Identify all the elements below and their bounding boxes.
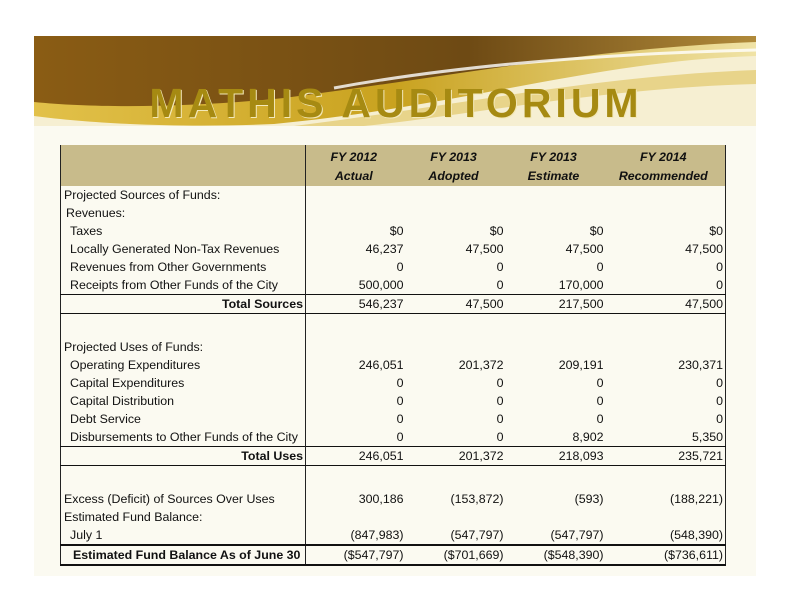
cell-value: 5,350 [691, 430, 723, 444]
cell-value: 0 [496, 260, 504, 274]
spacer-row [61, 478, 726, 490]
cell-value: 0 [396, 260, 404, 274]
cell-value: ($736,611) [606, 545, 726, 565]
cell-value: (548,390) [669, 528, 723, 542]
header-type-1: Actual [306, 167, 406, 186]
header-type-2: Adopted [406, 167, 506, 186]
row-label: Locally Generated Non-Tax Revenues [61, 240, 306, 258]
cell-value: 0 [596, 260, 604, 274]
excess-row [61, 490, 726, 508]
cell-value: 170,000 [558, 278, 604, 292]
row-label: Estimated Fund Balance As of June 30 [61, 545, 306, 565]
cell-value: 0 [496, 412, 504, 426]
cell-value: $0 [589, 224, 604, 238]
cell-value: 0 [496, 394, 504, 408]
cell-value: 218,093 [506, 447, 606, 466]
cell-value: 300,186 [358, 492, 404, 506]
cell-value: 0 [496, 278, 504, 292]
cell-value: 47,500 [685, 242, 723, 256]
section-row [61, 338, 726, 356]
cell-value: 47,500 [465, 242, 504, 256]
table-row [61, 222, 726, 240]
uses-section-label: Projected Uses of Funds: [61, 338, 306, 356]
header-year-1: FY 2012 [306, 145, 406, 167]
cell-value: 209,191 [558, 358, 604, 372]
cell-value: 246,051 [306, 447, 406, 466]
cell-value: 246,051 [358, 358, 404, 372]
row-label: Disbursements to Other Funds of the City [61, 428, 306, 447]
header-type-3: Estimate [506, 167, 606, 186]
cell-value: 0 [396, 430, 404, 444]
table-row [61, 258, 726, 276]
page-title: MATHIS AUDITORIUM [149, 80, 643, 126]
cell-value: (593) [574, 492, 604, 506]
row-label: Excess (Deficit) of Sources Over Uses [61, 490, 306, 508]
cell-value: 217,500 [506, 295, 606, 314]
cell-value: $0 [709, 224, 723, 238]
spacer-row [61, 466, 726, 479]
table-row [61, 276, 726, 295]
table-row [61, 356, 726, 374]
header-corner-2 [61, 167, 306, 186]
cell-value: 0 [596, 376, 604, 390]
cell-value: 546,237 [306, 295, 406, 314]
row-label: Revenues from Other Governments [61, 258, 306, 276]
header-type-4: Recommended [606, 167, 726, 186]
cell-value: 0 [716, 394, 723, 408]
cell-value: (547,797) [450, 528, 504, 542]
row-label: Operating Expenditures [61, 356, 306, 374]
spacer-row [61, 326, 726, 338]
row-label: Debt Service [61, 410, 306, 428]
cell-value: 0 [496, 430, 504, 444]
cell-value: 47,500 [406, 295, 506, 314]
june30-row [61, 545, 726, 565]
cell-value: (188,221) [669, 492, 723, 506]
cell-value: 0 [496, 376, 504, 390]
july1-row [61, 526, 726, 545]
cell-value: 8,902 [572, 430, 604, 444]
cell-value: 47,500 [606, 295, 726, 314]
cell-value: 201,372 [406, 447, 506, 466]
total-sources-row [61, 295, 726, 314]
cell-value: 0 [716, 376, 723, 390]
cell-value: 235,721 [606, 447, 726, 466]
row-label: July 1 [61, 526, 306, 545]
cell-value: 0 [716, 260, 723, 274]
table-row [61, 410, 726, 428]
cell-value: $0 [389, 224, 404, 238]
header-year-4: FY 2014 [606, 145, 726, 167]
header-year-3: FY 2013 [506, 145, 606, 167]
cell-value: 46,237 [365, 242, 404, 256]
row-label: Taxes [61, 222, 306, 240]
table-row [61, 392, 726, 410]
cell-value: 230,371 [678, 358, 723, 372]
cell-value: (547,797) [550, 528, 604, 542]
total-sources-label: Total Sources [61, 295, 306, 314]
fund-balance-label: Estimated Fund Balance: [61, 508, 306, 526]
cell-value: 0 [396, 376, 404, 390]
cell-value: $0 [489, 224, 504, 238]
cell-value: (153,872) [450, 492, 504, 506]
cell-value: ($701,669) [406, 545, 506, 565]
revenues-label: Revenues: [61, 204, 306, 222]
cell-value: 201,372 [458, 358, 504, 372]
cell-value: 0 [716, 278, 723, 292]
sources-section-label: Projected Sources of Funds: [61, 186, 306, 204]
header-corner [61, 145, 306, 167]
cell-value: ($548,390) [506, 545, 606, 565]
row-label: Capital Distribution [61, 392, 306, 410]
header-row-type [61, 167, 726, 186]
financial-table [60, 145, 726, 566]
cell-value: 0 [396, 412, 404, 426]
total-uses-label: Total Uses [61, 447, 306, 466]
table-row [61, 240, 726, 258]
row-label: Capital Expenditures [61, 374, 306, 392]
cell-value: (847,983) [350, 528, 404, 542]
cell-value: 0 [716, 412, 723, 426]
total-uses-row [61, 447, 726, 466]
section-row [61, 204, 726, 222]
cell-value: 500,000 [358, 278, 404, 292]
section-row [61, 508, 726, 526]
section-row [61, 186, 726, 204]
table-row [61, 428, 726, 447]
cell-value: ($547,797) [306, 545, 406, 565]
cell-value: 47,500 [565, 242, 604, 256]
cell-value: 0 [396, 394, 404, 408]
row-label: Receipts from Other Funds of the City [61, 276, 306, 295]
table-row [61, 374, 726, 392]
header-row-year [61, 145, 726, 167]
cell-value: 0 [596, 412, 604, 426]
spacer-row [61, 314, 726, 327]
header-year-2: FY 2013 [406, 145, 506, 167]
cell-value: 0 [596, 394, 604, 408]
